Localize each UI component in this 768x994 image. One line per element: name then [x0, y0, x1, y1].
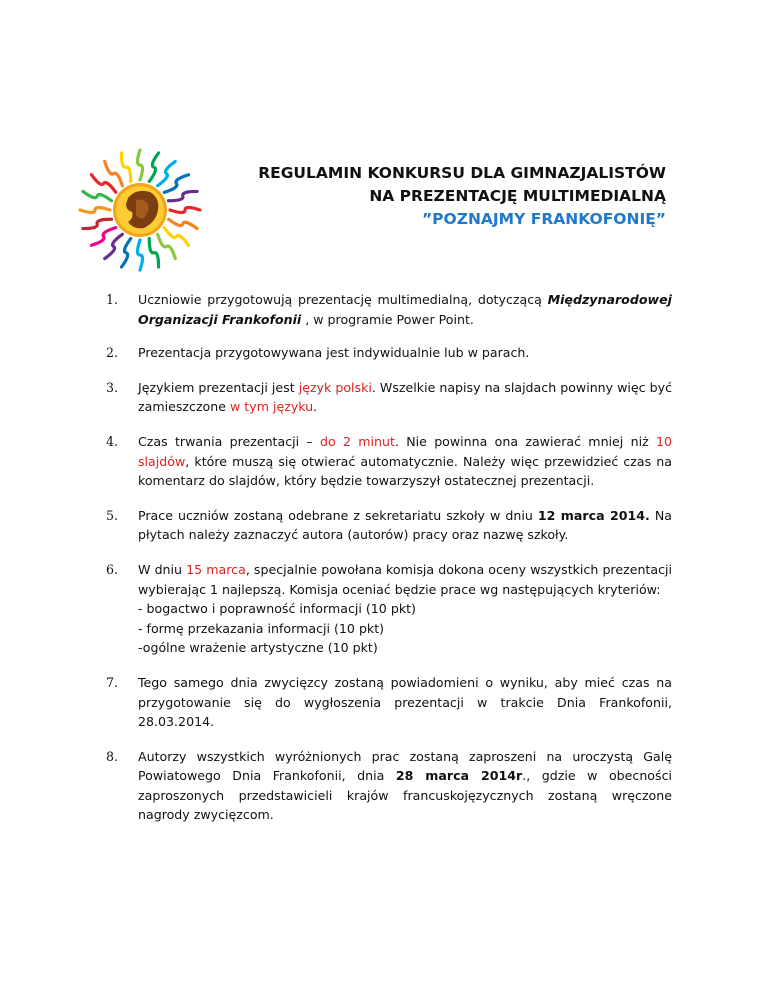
rule-emphasis: 12 marca 2014.: [537, 507, 650, 523]
criterion-1: - bogactwo i poprawność informacji (10 pkt): [138, 601, 416, 617]
sun-ray: [164, 228, 188, 246]
document-title: [200, 162, 666, 231]
rules-list: [106, 290, 672, 825]
rule-item-3: [106, 378, 672, 417]
rule-number: 2.: [106, 345, 119, 361]
rule-number: 6.: [106, 561, 119, 577]
rule-text: W dniu: [138, 561, 187, 577]
rule-text: , w programie Power Point.: [301, 311, 474, 327]
title-line-2: NA PREZENTACJĘ MULTIMEDIALNĄ: [369, 187, 666, 205]
sun-ray: [149, 239, 158, 268]
rule-highlight: w tym języku: [230, 399, 314, 415]
sun-ray: [158, 161, 176, 185]
rule-text: . Wszelkie napisy na slajdach powinny więc być zamieszczone: [138, 379, 672, 415]
rule-number: 3.: [106, 379, 119, 395]
sun-ray: [121, 239, 130, 268]
rule-item-6: [106, 560, 672, 658]
rule-text: .: [313, 399, 318, 415]
sun-ray: [91, 175, 115, 193]
rule-number: 7.: [106, 674, 119, 690]
rule-text: . Nie powinna ona zawierać mniej niż: [394, 433, 656, 449]
rule-text: Czas trwania prezentacji –: [138, 433, 320, 449]
rule-item-8: [106, 747, 672, 825]
sun-ray: [149, 153, 158, 182]
sun-ray: [169, 219, 198, 228]
sun-ray: [169, 191, 198, 200]
sun-ray: [83, 219, 112, 228]
rule-item-4: [106, 432, 672, 491]
rule-item-2: [106, 343, 672, 363]
sun-francophonie-logo-icon: [78, 148, 202, 272]
rule-text: , które muszą się otwierać automatycznie. Należy więc przewidzieć czas na komentarz do slajdów, który będzie towarzyszył ostatecznej prezentacji.: [138, 453, 672, 489]
rule-number: 5.: [106, 507, 119, 523]
rule-number: 1.: [106, 292, 119, 307]
rule-highlight: do 2 minut: [320, 433, 395, 449]
rule-text: ., gdzie w obecności zaproszonych przedstawicieli krajów francuskojęzycznych zostaną wręczone nagrody zwycięzcom.: [138, 768, 673, 823]
rule-item-5: [106, 506, 672, 545]
title-line-1: REGULAMIN KONKURSU DLA GIMNAZJALISTÓW: [258, 164, 666, 182]
rule-emphasis: Międzynarodowej Organizacji Frankofonii: [138, 292, 672, 327]
rule-highlight: 15 marca: [186, 561, 246, 577]
rule-text: Autorzy wszystkich wyróżnionych prac zostaną zaproszeni na uroczystą Galę Powiatowego Dnia Frankofonii, dnia: [138, 748, 672, 784]
sun-ray: [170, 208, 200, 213]
rule-text: Tego samego dnia zwycięzcy zostaną powiadomieni o wyniku, aby mieć czas na przygotowanie się do wygłoszenia prezentacji w trakcie Dnia Frankofonii, 28.03.2014.: [138, 674, 672, 730]
rule-text: Językiem prezentacji jest: [138, 379, 299, 395]
rule-emphasis: 28 marca 2014r: [395, 768, 523, 784]
rule-number: 8.: [106, 748, 119, 764]
sun-ray: [138, 150, 143, 180]
rule-text: , specjalnie powołana komisja dokona oceny wszystkich prezentacji wybierając 1 najlepszą. Komisja oceniać będzie prace wg następujących kryteriów:: [138, 561, 672, 597]
rule-item-1: [106, 290, 672, 329]
rule-text: Prezentacja przygotowywana jest indywidualnie lub w parach.: [138, 345, 530, 361]
rule-highlight: 10 slajdów: [138, 433, 672, 469]
rule-item-7: [106, 673, 672, 732]
sun-ray: [80, 208, 110, 213]
criterion-3: -ogólne wrażenie artystyczne (10 pkt): [138, 640, 378, 656]
title-line-3: ”POZNAJMY FRANKOFONIĘ”: [421, 210, 666, 228]
criterion-2: - formę przekazania informacji (10 pkt): [138, 620, 385, 636]
sun-ray: [121, 153, 130, 182]
sun-ray: [138, 240, 143, 270]
rule-text: Na płytach należy zaznaczyć autora (autorów) pracy oraz nazwę szkoły.: [138, 507, 672, 543]
rule-text: Prace uczniów zostaną odebrane z sekretariatu szkoły w dniu: [138, 507, 538, 523]
rule-text: Uczniowie przygotowują prezentację multimedialną, dotyczącą: [138, 292, 548, 307]
rule-highlight: język polski: [298, 379, 372, 395]
sun-ray: [105, 234, 123, 258]
sun-ray: [83, 191, 112, 200]
rule-number: 4.: [106, 433, 119, 449]
